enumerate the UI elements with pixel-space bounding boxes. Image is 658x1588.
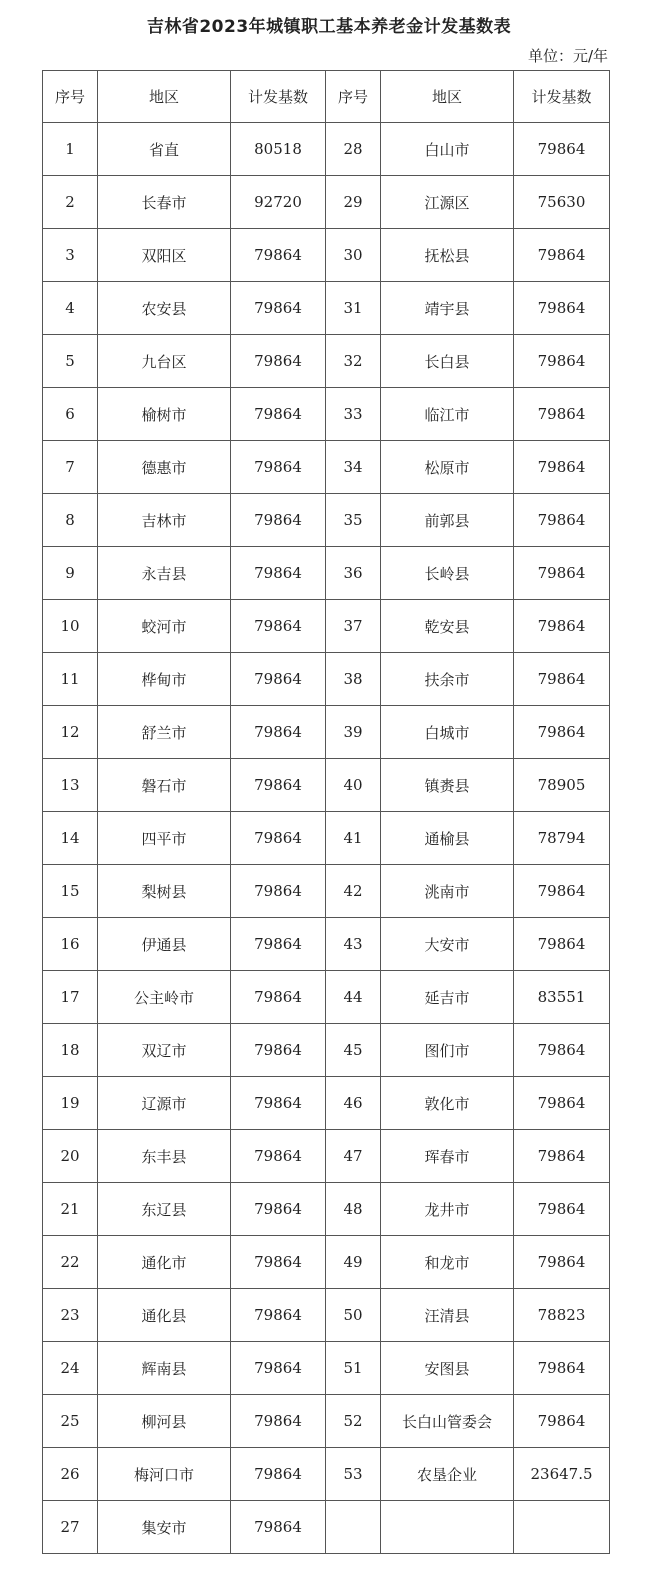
cell-base-left: 79864 [231,1395,326,1448]
table-row [43,1183,610,1236]
cell-seq-left: 14 [43,812,98,865]
table-row [43,1130,610,1183]
cell-region-right: 长白山管委会 [381,1395,514,1448]
cell-region-right: 大安市 [381,918,514,971]
cell-region-left: 通化市 [98,1236,231,1289]
table-row [43,1289,610,1342]
cell-base-left: 79864 [231,653,326,706]
cell-region-left: 磐石市 [98,759,231,812]
cell-region-left: 榆树市 [98,388,231,441]
cell-base-right [514,1501,610,1554]
cell-region-right: 图们市 [381,1024,514,1077]
table-row [43,229,610,282]
cell-seq-left: 17 [43,971,98,1024]
cell-base-left: 79864 [231,1077,326,1130]
cell-seq-left: 3 [43,229,98,282]
cell-base-right: 79864 [514,1342,610,1395]
cell-seq-left: 6 [43,388,98,441]
cell-base-right: 79864 [514,547,610,600]
cell-region-right: 白山市 [381,123,514,176]
cell-seq-left: 25 [43,1395,98,1448]
cell-base-right: 78905 [514,759,610,812]
cell-base-left: 79864 [231,865,326,918]
cell-base-right: 79864 [514,1077,610,1130]
header-region-left: 地区 [98,71,231,123]
table-row [43,441,610,494]
cell-seq-right: 46 [326,1077,381,1130]
cell-region-left: 蛟河市 [98,600,231,653]
cell-seq-right: 43 [326,918,381,971]
cell-base-left: 79864 [231,441,326,494]
cell-region-left: 通化县 [98,1289,231,1342]
cell-region-right: 安图县 [381,1342,514,1395]
cell-base-right: 79864 [514,600,610,653]
cell-region-right: 乾安县 [381,600,514,653]
cell-region-left: 辉南县 [98,1342,231,1395]
cell-region-right: 和龙市 [381,1236,514,1289]
table-row [43,918,610,971]
cell-base-right: 79864 [514,282,610,335]
table-row [43,1395,610,1448]
pension-base-table [42,70,610,1554]
table-row [43,547,610,600]
cell-region-right [381,1501,514,1554]
cell-seq-left: 8 [43,494,98,547]
table-row [43,1501,610,1554]
cell-region-left: 梅河口市 [98,1448,231,1501]
cell-seq-left: 9 [43,547,98,600]
cell-seq-left: 22 [43,1236,98,1289]
cell-seq-left: 12 [43,706,98,759]
cell-seq-right: 50 [326,1289,381,1342]
cell-base-left: 79864 [231,1289,326,1342]
cell-base-right: 78794 [514,812,610,865]
cell-seq-right: 28 [326,123,381,176]
cell-region-left: 舒兰市 [98,706,231,759]
table-row [43,123,610,176]
cell-seq-right: 53 [326,1448,381,1501]
cell-base-right: 75630 [514,176,610,229]
cell-base-right: 79864 [514,1183,610,1236]
cell-base-right: 83551 [514,971,610,1024]
cell-seq-left: 24 [43,1342,98,1395]
cell-base-left: 79864 [231,335,326,388]
cell-base-left: 79864 [231,1183,326,1236]
cell-region-left: 东辽县 [98,1183,231,1236]
cell-seq-right: 37 [326,600,381,653]
table-row [43,1342,610,1395]
cell-seq-right: 51 [326,1342,381,1395]
cell-region-right: 珲春市 [381,1130,514,1183]
cell-seq-right: 33 [326,388,381,441]
cell-seq-left: 10 [43,600,98,653]
header-seq-left: 序号 [43,71,98,123]
cell-base-left: 79864 [231,1130,326,1183]
cell-region-left: 东丰县 [98,1130,231,1183]
cell-base-right: 78823 [514,1289,610,1342]
cell-region-right: 临江市 [381,388,514,441]
cell-region-left: 双阳区 [98,229,231,282]
cell-base-right: 79864 [514,494,610,547]
cell-base-left: 80518 [231,123,326,176]
cell-base-right: 79864 [514,865,610,918]
cell-seq-left: 27 [43,1501,98,1554]
cell-region-left: 长春市 [98,176,231,229]
cell-region-right: 长白县 [381,335,514,388]
cell-base-right: 79864 [514,1236,610,1289]
cell-seq-left: 1 [43,123,98,176]
cell-base-left: 79864 [231,1342,326,1395]
cell-region-left: 公主岭市 [98,971,231,1024]
cell-region-right: 长岭县 [381,547,514,600]
cell-base-left: 92720 [231,176,326,229]
table-row [43,494,610,547]
cell-seq-right: 47 [326,1130,381,1183]
cell-seq-left: 26 [43,1448,98,1501]
cell-base-left: 79864 [231,1024,326,1077]
cell-seq-left: 13 [43,759,98,812]
cell-seq-right: 42 [326,865,381,918]
cell-region-left: 柳河县 [98,1395,231,1448]
cell-seq-right: 35 [326,494,381,547]
cell-region-right: 江源区 [381,176,514,229]
cell-seq-left: 11 [43,653,98,706]
cell-base-left: 79864 [231,388,326,441]
cell-base-left: 79864 [231,282,326,335]
cell-seq-right: 36 [326,547,381,600]
header-row [43,71,610,123]
cell-seq-left: 16 [43,918,98,971]
header-seq-right: 序号 [326,71,381,123]
cell-base-left: 79864 [231,229,326,282]
cell-base-left: 79864 [231,494,326,547]
cell-region-right: 扶余市 [381,653,514,706]
cell-seq-right: 39 [326,706,381,759]
cell-base-right: 79864 [514,335,610,388]
cell-base-right: 79864 [514,123,610,176]
cell-seq-left: 4 [43,282,98,335]
cell-base-left: 79864 [231,706,326,759]
cell-region-right: 龙井市 [381,1183,514,1236]
cell-region-right: 前郭县 [381,494,514,547]
cell-base-left: 79864 [231,759,326,812]
cell-region-left: 梨树县 [98,865,231,918]
cell-seq-left: 19 [43,1077,98,1130]
cell-seq-right [326,1501,381,1554]
table-row [43,335,610,388]
header-region-right: 地区 [381,71,514,123]
cell-seq-right: 29 [326,176,381,229]
cell-region-right: 延吉市 [381,971,514,1024]
cell-region-right: 靖宇县 [381,282,514,335]
cell-seq-left: 23 [43,1289,98,1342]
cell-base-right: 79864 [514,388,610,441]
cell-seq-left: 21 [43,1183,98,1236]
cell-seq-right: 38 [326,653,381,706]
cell-base-right: 79864 [514,1395,610,1448]
cell-base-right: 79864 [514,441,610,494]
cell-region-left: 省直 [98,123,231,176]
cell-seq-left: 7 [43,441,98,494]
cell-seq-right: 44 [326,971,381,1024]
cell-base-right: 79864 [514,229,610,282]
cell-base-right: 79864 [514,918,610,971]
cell-region-left: 吉林市 [98,494,231,547]
table-row [43,1448,610,1501]
cell-base-right: 79864 [514,1130,610,1183]
cell-base-right: 79864 [514,653,610,706]
table-row [43,1077,610,1130]
cell-region-left: 桦甸市 [98,653,231,706]
cell-base-left: 79864 [231,600,326,653]
cell-base-left: 79864 [231,1448,326,1501]
cell-region-right: 汪清县 [381,1289,514,1342]
cell-region-left: 四平市 [98,812,231,865]
cell-region-left: 双辽市 [98,1024,231,1077]
table-row [43,388,610,441]
cell-region-right: 白城市 [381,706,514,759]
cell-seq-right: 30 [326,229,381,282]
cell-base-left: 79864 [231,812,326,865]
table-row [43,1236,610,1289]
cell-seq-right: 40 [326,759,381,812]
table-row [43,759,610,812]
cell-region-left: 农安县 [98,282,231,335]
cell-region-left: 伊通县 [98,918,231,971]
cell-seq-right: 32 [326,335,381,388]
cell-base-right: 79864 [514,1024,610,1077]
cell-region-left: 德惠市 [98,441,231,494]
cell-region-right: 农垦企业 [381,1448,514,1501]
table-row [43,1024,610,1077]
cell-seq-left: 15 [43,865,98,918]
cell-base-right: 79864 [514,706,610,759]
cell-seq-right: 52 [326,1395,381,1448]
cell-seq-right: 45 [326,1024,381,1077]
cell-base-left: 79864 [231,1501,326,1554]
table-row [43,706,610,759]
cell-base-right: 23647.5 [514,1448,610,1501]
cell-base-left: 79864 [231,918,326,971]
cell-region-left: 永吉县 [98,547,231,600]
cell-region-right: 洮南市 [381,865,514,918]
header-base-left: 计发基数 [231,71,326,123]
table-row [43,600,610,653]
cell-region-right: 抚松县 [381,229,514,282]
cell-seq-right: 34 [326,441,381,494]
cell-seq-right: 31 [326,282,381,335]
cell-seq-right: 48 [326,1183,381,1236]
cell-base-left: 79864 [231,971,326,1024]
page-title: 吉林省2023年城镇职工基本养老金计发基数表 [146,17,512,37]
cell-seq-left: 2 [43,176,98,229]
cell-seq-left: 20 [43,1130,98,1183]
cell-region-left: 九台区 [98,335,231,388]
header-base-right: 计发基数 [514,71,610,123]
table-row [43,812,610,865]
cell-seq-left: 18 [43,1024,98,1077]
cell-region-right: 松原市 [381,441,514,494]
cell-region-right: 通榆县 [381,812,514,865]
table-row [43,865,610,918]
cell-seq-right: 41 [326,812,381,865]
cell-region-right: 敦化市 [381,1077,514,1130]
table-row [43,282,610,335]
table-row [43,176,610,229]
table-row [43,971,610,1024]
cell-region-right: 镇赉县 [381,759,514,812]
cell-region-left: 辽源市 [98,1077,231,1130]
cell-seq-right: 49 [326,1236,381,1289]
cell-base-left: 79864 [231,547,326,600]
table-row [43,653,610,706]
cell-seq-left: 5 [43,335,98,388]
cell-region-left: 集安市 [98,1501,231,1554]
unit-note: 单位：元/年 [527,47,608,65]
cell-base-left: 79864 [231,1236,326,1289]
